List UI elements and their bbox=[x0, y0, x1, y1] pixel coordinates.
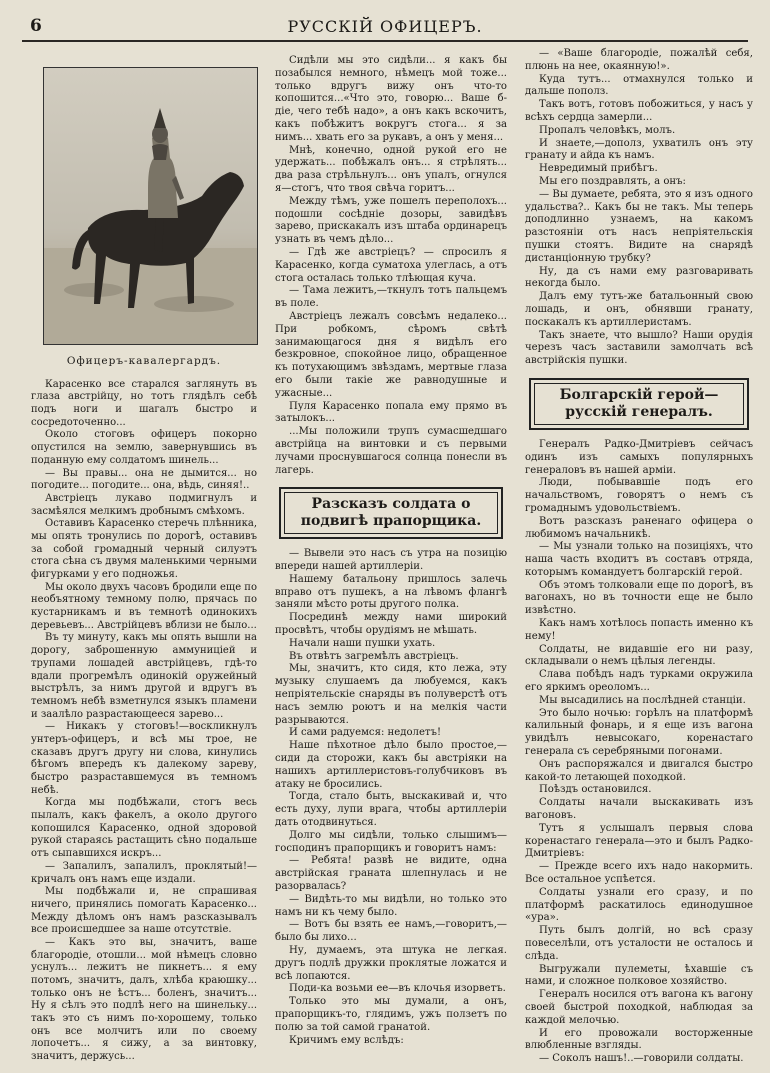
paragraph: ...Мы положили трупъ сумасшедшаго австрійца на винтовки и съ первыми лучами проснувшагося солнца понесли въ лагерь. bbox=[275, 426, 507, 476]
paragraph: Слава побѣдъ надъ турками окружила его яркимъ ореоломъ... bbox=[525, 669, 753, 694]
paragraph: Австріецъ лежалъ совсѣмъ недалеко... При робкомъ, сѣромъ свѣтѣ занимающагося дня я видѣлъ его безкровное, спокойное лицо, обращенное къ потухающимъ звѣздамъ, мертвые глаза его были такіе же равнодушные и ужасные... bbox=[275, 310, 507, 399]
paragraph: — Какъ это вы, значитъ, ваше благородіе, отошли... мой нѣмецъ словно уснулъ... лежитъ не пикнетъ... я ему потомъ, значитъ, далъ, хлѣба краюшку... только онъ не ѣстъ... боленъ, значитъ... Ну я сѣлъ это подлѣ него на шинельку... такъ это съ нимъ по-хорошему, только онъ все молчитъ или по своему лопочетъ... я сижу, а за винтовку, значитъ, держусь... bbox=[31, 936, 257, 1063]
paragraph: — Вы думаете, ребята, это я изъ одного удальства?.. Какъ бы не такъ. Мы теперь доподлинно узнаемъ, на какомъ разстояніи отъ насъ непріятельскія пушки стоятъ. Видите на снарядѣ дистанціонную трубку? bbox=[525, 188, 753, 264]
paragraph: Солдаты узнали его сразу, и по платформѣ раскатилось единодушное «ура». bbox=[525, 886, 753, 924]
paragraph: — Вы правы... она не дымится... но погодите... погодите... она, вѣдь, синяя!.. bbox=[31, 467, 257, 492]
paragraph: Между тѣмъ, уже пошелъ переполохъ... подошли сосѣдніе дозоры, завидѣвъ зарево, прискакалъ изъ штаба ординарецъ узнать въ чемъ дѣло... bbox=[275, 195, 507, 246]
paragraph: — Вотъ бы взять ее намъ,—говоритъ,—было бы лихо... bbox=[275, 919, 507, 944]
paragraph: И его провожали восторженные влюбленные взгляды. bbox=[525, 1027, 753, 1052]
column-3 bbox=[525, 48, 753, 1066]
paragraph: Какъ намъ хотѣлось попасть именно къ нему! bbox=[525, 618, 753, 642]
paragraph: — Мы узнали только на позиціяхъ, что наша часть входитъ въ составъ отряда, которымъ командуетъ болгарскій герой. bbox=[525, 541, 753, 578]
publication-title: РУССКІЙ ОФИЦЕРЪ. bbox=[287, 17, 483, 36]
article-title-box bbox=[529, 378, 749, 430]
paragraph: — «Ваше благородіе, пожалѣй себя, плюнь на нее, окаянную!». bbox=[525, 48, 753, 72]
paragraph: Вотъ разсказъ раненаго офицера о любимомъ начальникѣ. bbox=[525, 515, 753, 540]
paragraph: — Гдѣ же австріецъ? — спросилъ я Карасенко, когда суматоха улеглась, а отъ стога осталась только тлѣющая куча. bbox=[275, 246, 507, 284]
paragraph: И сами радуемся: недолетъ! bbox=[289, 727, 441, 739]
paragraph: Мы, значитъ, кто сидя, кто лежа, эту музыку слушаемъ да любуемся, какъ непріятельскіе снаряды въ полуверстѣ отъ насъ землю роютъ и на мелкія части разрываются. bbox=[275, 663, 507, 726]
paragraph: Генералъ носился отъ вагона къ вагону своей быстрой походкой, наблюдая за каждой мелочью. bbox=[525, 989, 753, 1026]
paragraph: Куда тутъ... отмахнулся только и дальше пополз. bbox=[525, 73, 753, 98]
paragraph: Объ этомъ толковали еще по дорогѣ, въ вагонахъ, но въ точности еще не было извѣстно. bbox=[525, 579, 753, 617]
paragraph: Начали наши пушки ухать. bbox=[289, 637, 436, 649]
horse-rider-illustration bbox=[44, 68, 257, 344]
paragraph: Это было ночью: горѣлъ на платформѣ калильный фонарь, и я еще изъ вагона увидѣлъ невысокаго, коренастаго генерала съ серебряными погонами. bbox=[525, 707, 753, 758]
paragraph: — Тама лежитъ,—ткнулъ тотъ пальцемъ въ поле. bbox=[275, 285, 507, 310]
paragraph: Только это мы думали, а онъ, прапорщикъ-то, глядимъ, ужъ ползетъ по полю за той самой гранатой. bbox=[275, 996, 507, 1033]
paragraph: Мы высадились на послѣдней станціи. bbox=[539, 694, 746, 706]
paragraph: — Видѣть-то мы видѣли, но только это намъ ни къ чему было. bbox=[275, 893, 507, 918]
paragraph: — Никакъ у стоговъ!—воскликнулъ унтеръ-офицеръ, и всѣ мы трое, не сказавъ другъ другу ни слова, кинулись бѣгомъ впередъ къ далекому зареву, быстро разраставшемуся въ темномъ небѣ. bbox=[31, 721, 257, 796]
paragraph: Путь былъ долгій, но всѣ сразу повеселѣли, отъ усталости не осталось и слѣда. bbox=[525, 925, 753, 962]
paragraph: — Запалилъ, запалилъ, проклятый!— кричалъ онъ намъ еще издали. bbox=[31, 860, 257, 885]
paragraph: Солдаты начали выскакивать изъ вагоновъ. bbox=[525, 797, 753, 822]
paragraph: Далъ ему тутъ-же батальонный свою лошадь, и онъ, обнявши гранату, поскакалъ къ артиллеристамъ. bbox=[525, 291, 753, 328]
paragraph: Ну, да съ нами ему разговаривать некогда было. bbox=[525, 265, 753, 290]
paragraph: Пуля Карасенко попала ему прямо въ затылокъ... bbox=[275, 400, 507, 425]
article-title: Разсказъ солдата о подвигѣ прапорщика. bbox=[284, 492, 498, 534]
paragraph: Ну, думаемъ, эта штука не легкая. другъ подлѣ дружки проклятые ложатся и всѣ лопаются. bbox=[275, 945, 507, 982]
paragraph: Солдаты, не видавшіе его ни разу, складывали о немъ цѣлыя легенды. bbox=[525, 643, 753, 668]
article-title-box bbox=[279, 487, 503, 539]
paragraph: Пропалъ человѣкъ, молъ. bbox=[539, 124, 676, 136]
column-1 bbox=[31, 50, 257, 1064]
page-number: 6 bbox=[30, 16, 42, 36]
paragraph: Тутъ я услышалъ первыя слова коренастаго генерала—это и былъ Радко-Дмитріевъ: bbox=[525, 822, 753, 860]
paragraph: Невредимый прибѣгъ. bbox=[539, 163, 658, 175]
paragraph: Люди, побывавшіе подъ его начальствомъ, говорятъ о немъ съ громаднымъ удовольствіемъ. bbox=[525, 477, 753, 514]
column-2 bbox=[275, 55, 507, 1047]
paragraph: Нашему батальону пришлось залечь вправо отъ пушекъ, а на лѣвомъ флангѣ заняли мѣсто роты другого полка. bbox=[275, 573, 507, 611]
paragraph: — Прежде всего ихъ надо накормить. Все остальное успѣется. bbox=[525, 861, 753, 886]
paragraph: Сидѣли мы это сидѣли... я какъ бы позабылся немного, нѣмецъ мой тоже... только вдругъ вижу онъ что-то копошится...«Что это, говорю... Ваше б-діе, чего тебѣ надо», а онъ какъ вскочитъ, какъ побѣжитъ вокругъ стога... я за нимъ... хвать его за рукавъ, а онъ у меня... bbox=[275, 55, 507, 143]
paragraph: Мы его поздравлять, а онъ: bbox=[539, 175, 686, 187]
paragraph: Австріецъ лукаво подмигнулъ и засмѣялся мелкимъ дробнымъ смѣхомъ. bbox=[31, 492, 257, 517]
paragraph: Въ ту минуту, какъ мы опять вышли на дорогу, заброшенную аммуниціей и трупами лошадей австрійцевъ, гдѣ-то вдали прогремѣлъ одинокій оружейный выстрѣлъ, за нимъ другой и вдругъ въ темномъ небѣ взметнулся языкъ пламени и заалѣло разрастающееся зарево... bbox=[31, 632, 257, 720]
paragraph: Въ отвѣтъ загремѣлъ австріецъ. bbox=[289, 650, 459, 662]
paragraph: Тогда, стало быть, выскакивай и, что есть духу, лупи врага, чтобы артиллеріи дать отодвинуться. bbox=[275, 791, 507, 829]
paragraph: Мы подбѣжали и, не спрашивая ничего, принялись помогать Карасенко... Между дѣломъ онъ намъ разсказывалъ все происшедшее за наше отсутствіе. bbox=[31, 886, 257, 936]
paragraph: Около стоговъ офицеръ покорно опустился на землю, завернувшись въ поданную ему солдатомъ шинель... bbox=[31, 429, 257, 466]
paragraph: Посрединѣ между нами широкий просвѣтъ, чтобы орудіямъ не мѣшать. bbox=[275, 612, 507, 637]
article-title: Болгарскій герой—русскій генералъ. bbox=[534, 383, 744, 425]
paragraph: Такъ вотъ, готовъ побожиться, у насъ у всѣхъ сердца замерли... bbox=[525, 99, 753, 123]
paragraph: Мнѣ, конечно, одной рукой его не удержать... побѣжалъ онъ... я стрѣлять... два раза стрѣльнулъ... онъ упалъ, огнулся я—стогъ, что твоя свѣча горитъ... bbox=[275, 144, 507, 194]
paragraph: Мы около двухъ часовъ бродили еще по необъятному темному полю, прячась по кустарникамъ и въ темнотѣ одинокихъ деревьевъ... Австрійцевъ вблизи не было... bbox=[31, 581, 257, 631]
paragraph: Наше пѣхотное дѣло было простое,— сиди да сторожи, какъ бы австріяки на нашихъ артиллеристовъ-голубчиковъ въ атаку не бросились. bbox=[275, 740, 507, 790]
paragraph: И знаете,—дополз, ухватилъ онъ эту гранату и айда къ намъ. bbox=[525, 137, 753, 162]
cavalry-officer-photo bbox=[43, 67, 258, 345]
paragraph: Карасенко все старался заглянуть въ глаза австрійцу, но тотъ глядѣлъ себѣ подъ ноги и шагалъ быстро и сосредоточенно... bbox=[31, 378, 257, 428]
paragraph: Выгружали пулеметы, ѣхавшіе съ нами, и сложное полковое хозяйство. bbox=[525, 963, 753, 988]
paragraph: Поѣздъ остановился. bbox=[539, 784, 652, 796]
page-header bbox=[22, 14, 748, 42]
photo-block bbox=[43, 67, 256, 345]
paragraph: Долго мы сидѣли, только слышимъ— господинъ прапорщикъ и говоритъ намъ: bbox=[275, 829, 507, 854]
paragraph: — Вывели это насъ съ утра на позицію впереди нашей артиллеріи. bbox=[275, 548, 507, 573]
paragraph: Оставивъ Карасенко стеречь плѣнника, мы опять тронулись по дорогѣ, оставивъ за собой громадный черный силуэтъ стога сѣна съ двумя маленькими черными фигурками у его подножья. bbox=[31, 518, 257, 580]
paragraph: Онъ распоряжался и двигался быстро какой-то летающей походкой. bbox=[525, 758, 753, 783]
paragraph: — Соколъ нашъ!..—говорили солдаты. bbox=[539, 1053, 744, 1065]
paragraph: Такъ знаете, что вышло? Наши орудія черезъ часъ заставили замолчать всѣ австрійскія пушки. bbox=[525, 329, 753, 367]
paragraph: — Ребята! развѣ не видите, одна австрійская граната шлепнулась и не разорвалась? bbox=[275, 855, 507, 893]
paragraph: Поди-ка возьми ее—въ клочья изорветъ. bbox=[289, 983, 506, 995]
photo-caption: Офицеръ-кавалергардъ. bbox=[66, 355, 222, 367]
paragraph: Когда мы подбѣжали, стогъ весь пылалъ, какъ факелъ, а около другого копошился Карасенко, одной здоровой рукой стараясь растащить сѣно подальше отъ сыпавшихся искръ... bbox=[31, 797, 257, 860]
paragraph: Генералъ Радко-Дмитріевъ сейчасъ одинъ изъ самыхъ популярныхъ генераловъ въ нашей арміи. bbox=[525, 438, 753, 476]
paragraph: Кричимъ ему вслѣдъ: bbox=[289, 1034, 404, 1046]
